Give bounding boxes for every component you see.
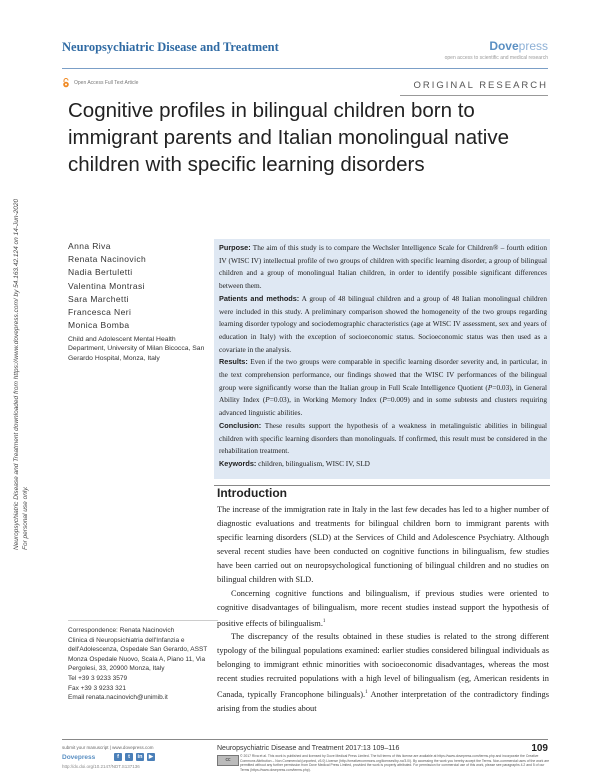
header-divider — [62, 68, 548, 69]
results-text: Even if the two groups were comparable in specific learning disorder severity and, in particular, in the text comprehension performance, our findings showed that the WISC IV performances of the bilingual group were significantly worse than the Italian group in Full Scale Intelligence Quotient ( — [219, 357, 547, 392]
author-name[interactable]: Francesca Neri — [68, 307, 132, 318]
p-value-symbol: P — [382, 395, 387, 405]
introduction-body — [217, 503, 549, 716]
citation-ref[interactable]: 1 — [322, 618, 326, 624]
correspondence-block — [68, 620, 218, 703]
intro-paragraph — [217, 587, 549, 631]
abstract-keywords — [219, 458, 547, 471]
open-access-lock-icon — [62, 78, 70, 88]
submit-manuscript-link[interactable]: submit your manuscript | www.dovepress.com — [62, 745, 154, 750]
p-value-symbol: P — [487, 382, 493, 392]
correspondence-email[interactable]: Email renata.nacinovich@unimib.it — [68, 694, 168, 702]
publisher-logo[interactable] — [489, 39, 548, 53]
article-type-divider — [400, 95, 548, 96]
conclusion-label: Conclusion: — [219, 420, 262, 430]
purpose-text: The aim of this study is to compare the Wechsler Intelligence Scale for Children® – fourth edition IV (WISC IV) intellectual profile of two groups of children with specific learning disorder, a group of bilingual children and a group of monolingual Italian children, in order to identify possible significant differences between them. — [219, 243, 547, 291]
purpose-label: Purpose: — [219, 243, 251, 252]
social-icons — [114, 753, 155, 761]
article-type: ORIGINAL RESEARCH — [413, 80, 548, 91]
footer-publisher-logo[interactable]: Dovepress — [62, 754, 96, 761]
license-text: © 2017 Riva et al. This work is published and licensed by Dove Medical Press Limited. The full terms of this license are available at https://www.dovepress.com/terms.php and incorporate the Creative Commons Attribution – Non Commercial (unported, v3.0) License (http://creativecommons.org/licenses/by-nc/3.0/). By accessing the work you hereby accept the Terms. Non-commercial uses of the work are permitted without any further permission from Dove Medical Press Limited, provided the work is properly attributed. For permission for commercial use of this work, please see paragraphs 4.2 and 5 of our Terms (https://www.dovepress.com/terms.php). — [240, 754, 550, 772]
correspondence-address: Clinica di Neuropsichiatria dell'Infanzia e dell'Adolescenza, Ospedale San Gerardo, ASST Monza Ospedale Nuovo, Scala A, Piano 11, Via Pergolesi, 33, 20900 Monza, Italy — [68, 636, 208, 673]
results-text: =0.03), in Working Memory Index ( — [269, 395, 383, 405]
author-name[interactable]: Valentina Montrasi — [68, 280, 145, 291]
abstract-purpose — [219, 242, 547, 293]
creative-commons-badge[interactable]: cc — [217, 755, 239, 766]
doi-link[interactable]: http://dx.doi.org/10.2147/NDT.S137136 — [62, 764, 140, 769]
footer-citation: Neuropsychiatric Disease and Treatment 2017:13 109–116 — [217, 745, 400, 752]
author-name[interactable]: Nadia Bertuletti — [68, 267, 133, 278]
methods-text: A group of 48 bilingual children and a group of 48 Italian monolingual children were included in this study. A preliminary comparison showed the homogeneity of the two groups regarding learning disorder typology and sociodemographic characteristics (age at WISC IV assessment, sex and years of education in Italy) with the exception of socioeconomic status. Socioeconomic status was then used as a covariate in the analysis. — [219, 293, 548, 354]
abstract-conclusion — [219, 420, 547, 458]
publisher-logo-thin: press — [518, 39, 548, 53]
download-watermark — [12, 199, 30, 550]
keywords-label: Keywords: — [219, 458, 257, 468]
abstract-results — [219, 356, 547, 420]
correspondence-heading: Correspondence: Renata Nacinovich — [68, 627, 175, 634]
author-affiliation: Child and Adolescent Mental Health Department, University of Milan Bicocca, San Gerardo Hospital, Monza, Italy — [68, 336, 205, 362]
publisher-tagline: open access to scientific and medical research — [444, 55, 548, 61]
correspondence-tel: Tel +39 3 9233 3579 — [68, 674, 128, 682]
open-access-text: Open Access Full Text Article — [74, 80, 139, 86]
citation-ref[interactable]: 1 — [365, 690, 368, 696]
open-access-label — [62, 78, 138, 88]
youtube-icon[interactable]: ▶ — [148, 754, 154, 760]
author-name[interactable]: Sara Marchetti — [68, 293, 129, 304]
facebook-icon[interactable]: f — [114, 753, 122, 761]
article-title: Cognitive profiles in bilingual children born to immigrant parents and Italian monolingual native children with specific learning disorders — [68, 99, 510, 176]
methods-label: Patients and methods: — [219, 293, 300, 303]
p-value-symbol: P — [265, 395, 270, 405]
page-number: 109 — [531, 743, 548, 754]
abstract-methods — [219, 293, 547, 357]
publisher-logo-bold: Dove — [489, 39, 519, 53]
intro-paragraph-text: The discrepancy of the results obtained in these studies is related to the strong different typology of the bilingual populations examined: earlier studies considered bilingual individuals as belonging to immigrant ethnic minorities with socioeconomic disadvantages, whereas the most recent studies recruited populations with a high level of bilingualism (eg, American residents in Canada, typically Francophone bilinguals). — [217, 632, 549, 699]
watermark-line-2: For personal use only. — [22, 486, 29, 550]
watermark-line-1: Neuropsychiatric Disease and Treatment downloaded from https://www.dovepress.com/ by 54.163.42.124 on 14-Jun-2020 — [13, 198, 20, 550]
author-name[interactable]: Monica Bomba — [68, 320, 130, 331]
journal-title: Neuropsychiatric Disease and Treatment — [62, 40, 279, 54]
intro-paragraph — [217, 630, 549, 716]
section-heading-introduction: Introduction — [217, 486, 287, 500]
keywords-text: children, bilingualism, WISC IV, SLD — [258, 458, 370, 468]
abstract — [219, 242, 547, 471]
intro-paragraph-text: Another interpretation of the contradictory findings arising from the studies about — [217, 689, 549, 713]
intro-paragraph: The increase of the immigration rate in Italy in the last few decades has led to a higher number of diagnostic evaluations and treatments for bilingual children born to immigrant parents with specific learning disorders (SLD) at the Services of Child and Adolescence Psychiatry. Although several recent studies have been conducted on cognitive functions in bilingualism, few studies have been carried out on neuropsychological functioning of bilingual children and no studies on bilingual children with SLD. — [217, 505, 549, 584]
results-label: Results: — [219, 357, 248, 367]
results-text: =0.03), in General Ability Index ( — [219, 382, 547, 405]
linkedin-icon[interactable]: in — [137, 754, 143, 760]
footer-divider — [62, 739, 548, 740]
author-name[interactable]: Renata Nacinovich — [68, 254, 147, 265]
intro-paragraph-text: Concerning cognitive functions and bilingualism, if previous studies were oriented to cognitive disadvantages of bilingualism, more recent studies instead support the hypothesis of positive effects of bilingualism. — [217, 588, 549, 628]
correspondence-fax: Fax +39 3 9233 321 — [68, 684, 127, 692]
conclusion-text: These results support the hypothesis of a weakness in metalinguistic abilities in bilingual children with specific learning disorders than monolinguals. If confirmed, this result must be considered in the rehabilitation treatment. — [219, 420, 547, 456]
author-list — [68, 240, 146, 332]
results-text: =0.009) and in some subtests and clusters requiring advanced linguistic abilities. — [219, 395, 547, 418]
author-name[interactable]: Anna Riva — [68, 241, 111, 251]
twitter-icon[interactable]: t — [125, 753, 133, 761]
